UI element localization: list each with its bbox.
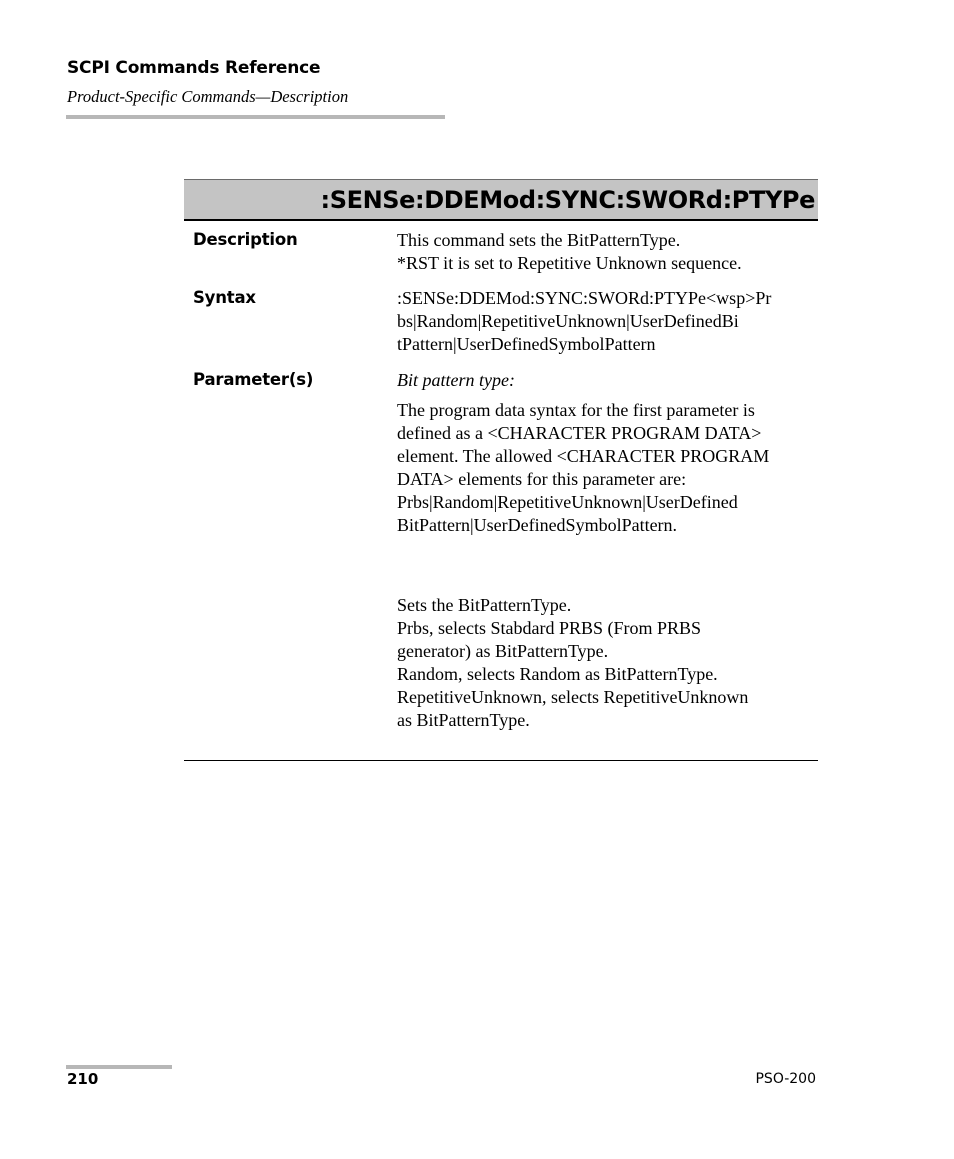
parameters-label: Parameter(s) bbox=[193, 370, 314, 389]
subsection-title: Product-Specific Commands—Description bbox=[67, 87, 349, 106]
parameter-meaning-line: Prbs, selects Stabdard PRBS (From PRBS bbox=[397, 618, 702, 638]
syntax-label: Syntax bbox=[193, 288, 256, 307]
header-rule bbox=[66, 115, 445, 119]
description-label: Description bbox=[193, 230, 298, 249]
parameter-syntax-line: DATA> elements for this parameter are: bbox=[397, 469, 687, 489]
running-header bbox=[67, 57, 445, 107]
parameter-type-label: Bit pattern type: bbox=[397, 370, 515, 390]
parameter-meaning-line: Sets the BitPatternType. bbox=[397, 595, 572, 615]
parameter-meaning-line: generator) as BitPatternType. bbox=[397, 641, 609, 661]
description-line: *RST it is set to Repetitive Unknown sequence. bbox=[397, 253, 742, 273]
parameter-syntax-line: The program data syntax for the first parameter is bbox=[397, 400, 755, 420]
parameter-syntax-line: Prbs|Random|RepetitiveUnknown|UserDefined bbox=[397, 492, 738, 512]
product-name: PSO-200 bbox=[755, 1071, 816, 1087]
syntax-body bbox=[397, 287, 815, 356]
parameter-syntax-line: BitPattern|UserDefinedSymbolPattern. bbox=[397, 515, 678, 535]
table-bottom-rule bbox=[184, 760, 818, 761]
parameter-meaning-line: as BitPatternType. bbox=[397, 710, 530, 730]
parameter-meaning-body bbox=[397, 594, 815, 732]
parameter-meaning-line: RepetitiveUnknown, selects RepetitiveUnknown bbox=[397, 687, 749, 707]
page-number: 210 bbox=[67, 1070, 99, 1088]
syntax-line: tPattern|UserDefinedSymbolPattern bbox=[397, 334, 656, 354]
parameter-syntax-line: defined as a <CHARACTER PROGRAM DATA> bbox=[397, 423, 762, 443]
description-body bbox=[397, 229, 815, 275]
syntax-line: :SENSe:DDEMod:SYNC:SWORd:PTYPe<wsp>Pr bbox=[397, 288, 772, 308]
command-header-bar bbox=[184, 179, 818, 221]
parameter-syntax-line: element. The allowed <CHARACTER PROGRAM bbox=[397, 446, 770, 466]
command-title: :SENSe:DDEMod:SYNC:SWORd:PTYPe bbox=[320, 186, 815, 214]
section-title: SCPI Commands Reference bbox=[67, 58, 321, 78]
parameter-syntax-body bbox=[397, 399, 815, 537]
description-line: This command sets the BitPatternType. bbox=[397, 230, 681, 250]
parameter-meaning-line: Random, selects Random as BitPatternType. bbox=[397, 664, 718, 684]
syntax-line: bs|Random|RepetitiveUnknown|UserDefinedBi bbox=[397, 311, 739, 331]
